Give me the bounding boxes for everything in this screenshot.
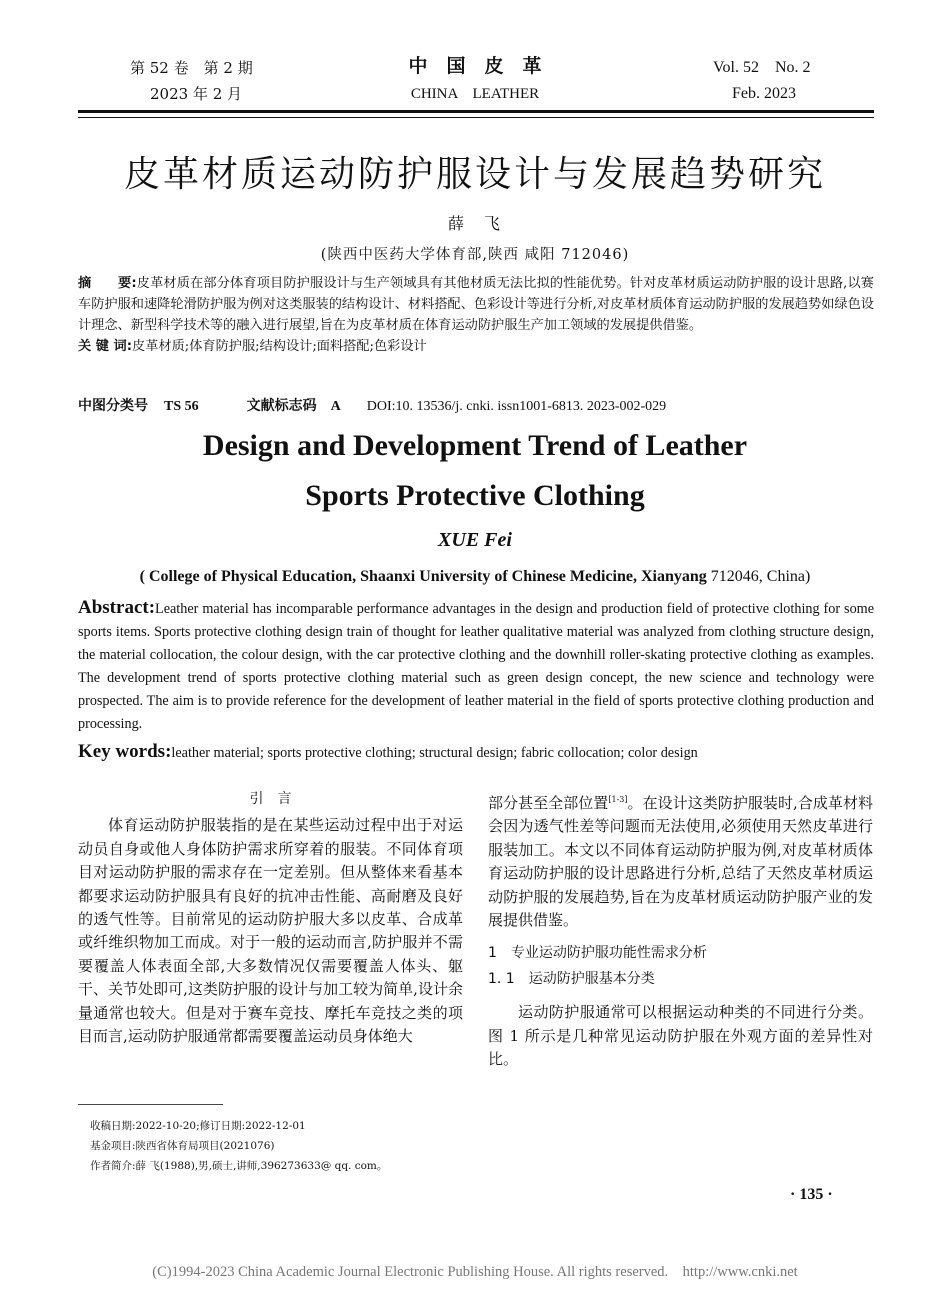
section-1-heading: 1 专业运动防护服功能性需求分析 <box>488 945 707 962</box>
page-number: · 135 · <box>790 1186 833 1203</box>
page-title-en-line1: Design and Development Trend of Leather <box>202 429 748 462</box>
keywords-cn-label: 关 键 词: <box>78 339 133 354</box>
abstract-en-text: Leather material has incomparable performance advantages in the design and production field of protective clothing for some sports items. Sports protective clothing design train of thought for leather qualitative material was analyzed from clothing structure design, the material collocation, the colour design, with the car protective clothing and the downhill roller-skating protective clothing as examples. The development trend of sports protective clothing material such as green design concept, the new science and technology were prospected. The aim is to provide reference for the development of leather material in the field of sports protective clothing production and processing. <box>78 601 874 732</box>
abstract-en-label: Abstract: <box>78 597 156 618</box>
intro-paragraph-1: 体育运动防护服装指的是在某些运动过程中出于对运动员自身或他人身体防护需求所穿着的服装。不同体育项目对运动防护服的需求存在一定差别。但从整体来看基本都要求运动防护服具有良好的抗冲击性能、高耐磨及良好的透气性等。目前常见的运动防护服大多以皮革、合成革或纤维织物加工而成。对于一般的运动而言,防护服并不需要覆盖人体表面全部,大多数情况仅需要覆盖人体头、躯干、关节处即可,这类防护服的设计与加工较为简单,设计余量通常也较大。但是对于赛车竞技、摩托车竞技之类的项目而言,运动防护服通常都需要覆盖运动员身体绝大 <box>78 816 463 1046</box>
footnote-received: 收稿日期:2022-10-20;修订日期:2022-12-01 <box>90 1120 306 1132</box>
affiliation-en-tail: 712046, China) <box>710 568 811 585</box>
footnote-fund: 基金项目:陕西省体育局项目(2021076) <box>90 1140 275 1152</box>
left-column <box>78 788 463 1048</box>
intro-paragraph-2 <box>488 788 873 932</box>
abstract-cn <box>78 273 874 357</box>
keywords-en-label: Key words: <box>78 741 172 762</box>
journal-name-cn: 中 国 皮 革 <box>408 55 542 77</box>
classification-line <box>78 396 666 417</box>
citation-1-3: [1-3] <box>608 795 628 804</box>
abstract-cn-label: 摘 要: <box>78 276 137 291</box>
keywords-cn-text: 皮革材质;体育防护服;结构设计;面料搭配;色彩设计 <box>132 339 427 354</box>
clc-label: 中图分类号 <box>78 398 148 414</box>
clc-value: TS 56 <box>164 399 199 414</box>
intro-p2-rest: 。在设计这类防护服装时,合成革材料会因为透气性差等问题而无法使用,必须使用天然皮革进行服装加工。本文以不同体育运动防护服为例,对皮革材质体育运动防护服的设计思路进行分析,总结了天然皮革材质运动防护服的发展趋势,旨在为皮革材质运动防护服产业的发展提供借鉴。 <box>488 794 873 930</box>
affiliation-cn: (陕西中医药大学体育部,陕西 咸阳 712046) <box>320 247 630 263</box>
author-en: XUE Fei <box>438 529 512 551</box>
header-rule-thick <box>78 110 874 113</box>
keywords-en-text: leather material; sports protective clothing; structural design; fabric collocation; color design <box>171 745 698 761</box>
date-cn: 2023 年 2 月 <box>150 85 243 103</box>
intro-heading: 引 言 <box>249 791 292 807</box>
footnote-rule <box>78 1104 223 1105</box>
journal-name-en: CHINA LEATHER <box>410 86 540 102</box>
keywords-en <box>78 740 874 765</box>
volume-issue-en: Vol. 52 No. 2 <box>713 59 811 76</box>
author-cn: 薛 飞 <box>447 214 502 233</box>
section-1-1-paragraph: 运动防护服通常可以根据运动种类的不同进行分类。图 1 所示是几种常见运动防护服在外观方面的差异性对比。 <box>488 1003 873 1069</box>
page-title-en-line2: Sports Protective Clothing <box>305 479 645 512</box>
header-rule-thin <box>78 117 874 118</box>
abstract-cn-text: 皮革材质在部分体育项目防护服设计与生产领域具有其他材质无法比拟的性能优势。针对皮革材质运动防护服的设计思路,以赛车防护服和速降轮滑防护服为例对这类服装的结构设计、材料搭配、色彩设计等进行分析,对皮革材质体育运动防护服的发展趋势如绿色设计理念、新型科学技术等的融入进行展望,旨在为皮革材质在体育运动防护服生产加工领域的发展提供借鉴。 <box>78 276 874 333</box>
doc-code-label: 文献标志码 <box>246 398 317 414</box>
section-1-1-heading: 1. 1 运动防护服基本分类 <box>488 970 655 987</box>
abstract-en <box>78 596 874 736</box>
date-en: Feb. 2023 <box>732 85 796 102</box>
copyright-line: (C)1994-2023 China Academic Journal Electronic Publishing House. All rights reserved. http://www.cnki.net <box>152 1264 798 1280</box>
affiliation-en-org: ( College of Physical Education, Shaanxi University of Chinese Medicine, Xianyang <box>139 568 707 585</box>
right-column <box>488 788 873 1071</box>
volume-issue-cn: 第 52 卷 第 2 期 <box>130 59 253 77</box>
footnote-author: 作者简介:薛 飞(1988),男,硕士,讲师,396273633@ qq. com。 <box>90 1160 388 1172</box>
intro-p2-start: 部分甚至全部位置 <box>488 794 609 812</box>
affiliation-en <box>0 566 950 588</box>
page-title-cn: 皮革材质运动防护服设计与发展趋势研究 <box>123 154 826 195</box>
doc-code-value: A <box>330 399 341 414</box>
doi: DOI:10. 13536/j. cnki. issn1001-6813. 2023-002-029 <box>366 399 667 414</box>
